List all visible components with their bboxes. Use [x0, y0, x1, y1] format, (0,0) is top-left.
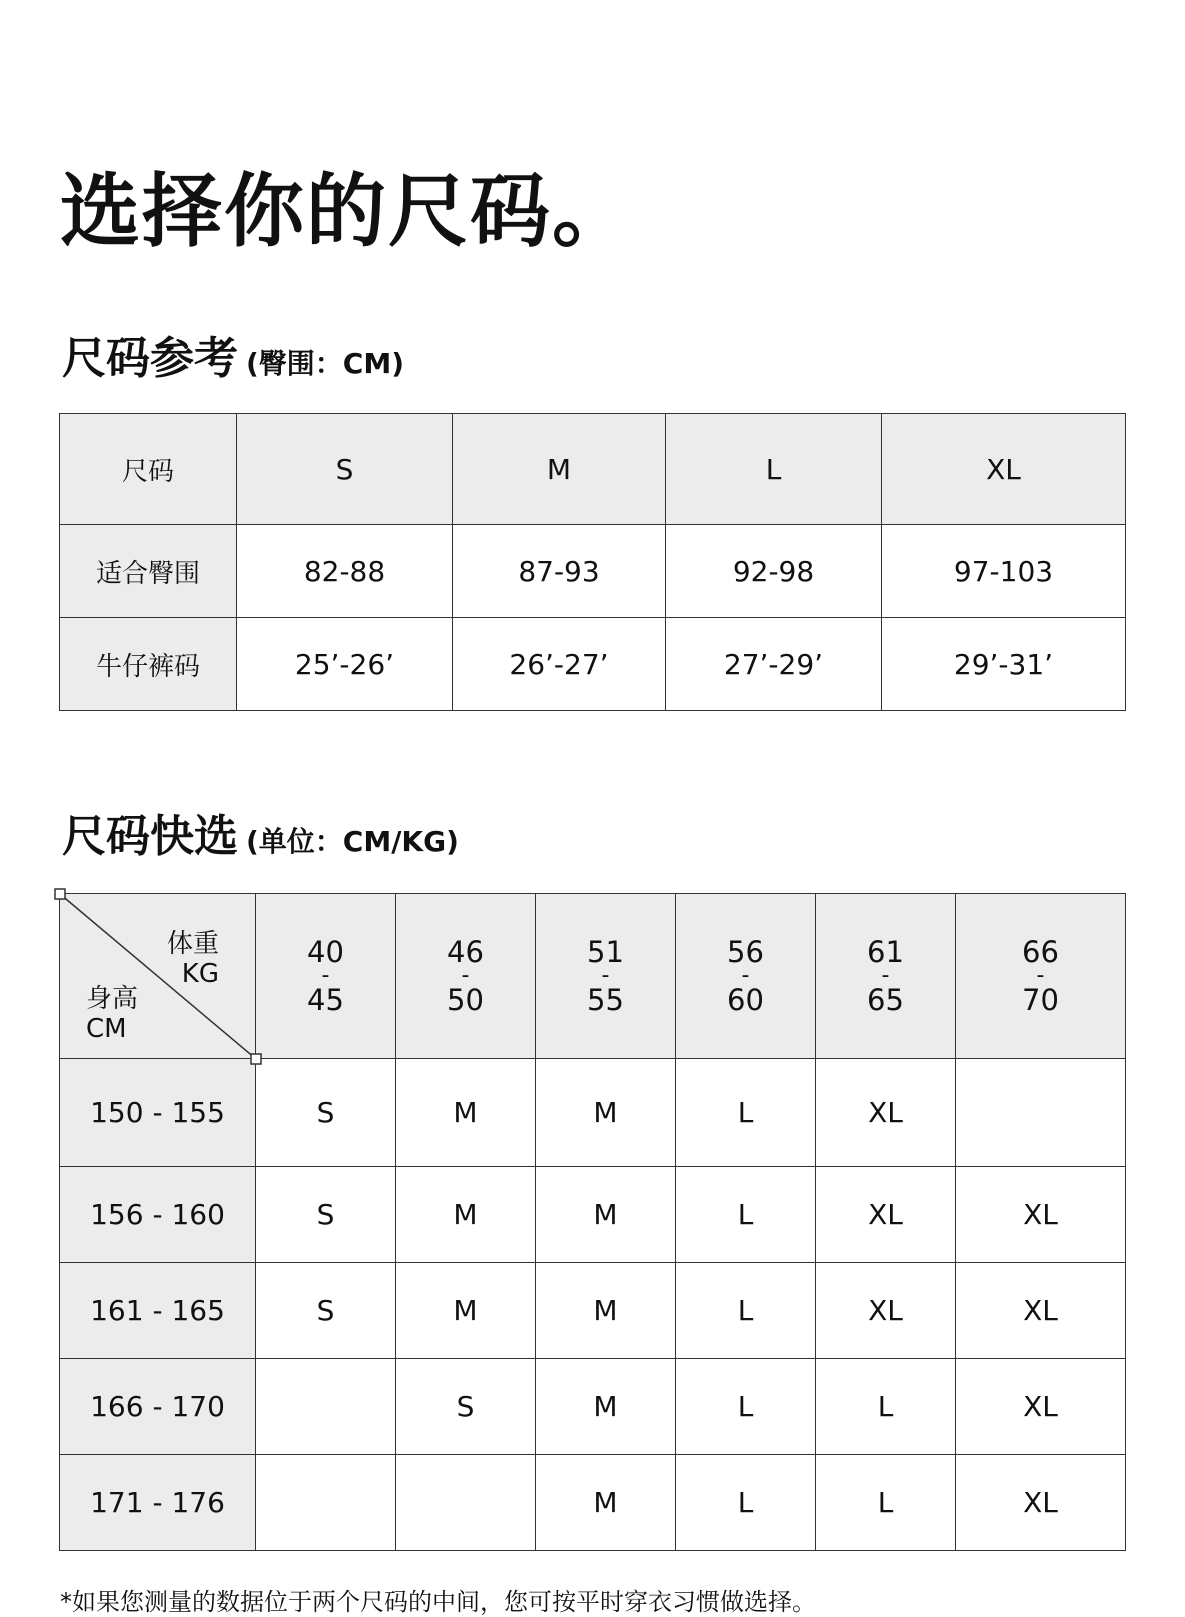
size-cell: L [816, 1455, 956, 1551]
table-header-cell: M [453, 414, 666, 525]
size-reference-title: 尺码参考 [62, 333, 238, 384]
weight-to: 70 [1022, 982, 1059, 1017]
size-cell: L [816, 1359, 956, 1455]
weight-sep: - [881, 963, 890, 989]
resize-handle [251, 1054, 261, 1064]
weight-header-cell [536, 894, 676, 1059]
weight-from: 46 [447, 934, 484, 969]
footnote: *如果您测量的数据位于两个尺码的中间，您可按平时穿衣习惯做选择。 [60, 1588, 816, 1616]
weight-header-cell [396, 894, 536, 1059]
weight-label [167, 930, 219, 990]
size-cell: L [676, 1167, 816, 1263]
size-cell: S [256, 1263, 396, 1359]
size-cell: M [536, 1059, 676, 1167]
table-row [60, 525, 1126, 618]
table-row [60, 618, 1126, 711]
size-cell: S [396, 1359, 536, 1455]
size-reference-unit: (臀围：CM) [246, 347, 405, 380]
table-row [60, 1167, 1126, 1263]
size-cell: M [536, 1455, 676, 1551]
size-cell: M [396, 1263, 536, 1359]
weight-header-row [60, 894, 1126, 1059]
size-cell: S [256, 1167, 396, 1263]
weight-header-cell [956, 894, 1126, 1059]
weight-from: 56 [727, 934, 764, 969]
weight-sep: - [741, 963, 750, 989]
size-cell: XL [816, 1059, 956, 1167]
size-cell: L [676, 1455, 816, 1551]
size-cell [256, 1359, 396, 1455]
quick-select-unit: (单位：CM/KG) [246, 825, 459, 858]
table-cell: 27’-29’ [666, 618, 882, 711]
table-cell: 29’-31’ [882, 618, 1126, 711]
weight-sep: - [601, 963, 610, 989]
table-row [60, 1455, 1126, 1551]
weight-to: 60 [727, 982, 764, 1017]
weight-from: 61 [867, 934, 904, 969]
size-reference-heading [62, 322, 404, 386]
row-label: 适合臀围 [60, 525, 237, 618]
table-header-row [60, 414, 1126, 525]
weight-sep: - [1036, 963, 1045, 989]
weight-header-cell [676, 894, 816, 1059]
size-cell: XL [956, 1167, 1126, 1263]
size-cell: M [536, 1167, 676, 1263]
size-cell: XL [956, 1359, 1126, 1455]
size-cell: XL [956, 1455, 1126, 1551]
size-cell [256, 1455, 396, 1551]
table-cell: 25’-26’ [237, 618, 453, 711]
table-header-cell: S [237, 414, 453, 525]
weight-unit-text: KG [181, 958, 219, 989]
table-cell: 82-88 [237, 525, 453, 618]
height-cell: 150 - 155 [60, 1059, 256, 1167]
weight-sep: - [321, 963, 330, 989]
size-cell: XL [816, 1263, 956, 1359]
height-label [86, 985, 138, 1045]
table-row [60, 1359, 1126, 1455]
weight-from: 40 [307, 934, 344, 969]
size-cell: XL [956, 1263, 1126, 1359]
weight-to: 45 [307, 982, 344, 1017]
size-cell: M [536, 1359, 676, 1455]
table-row [60, 1263, 1126, 1359]
size-cell: XL [816, 1167, 956, 1263]
size-cell: M [396, 1167, 536, 1263]
size-cell: L [676, 1359, 816, 1455]
weight-header-cell [256, 894, 396, 1059]
table-cell: 26’-27’ [453, 618, 666, 711]
table-header-cell: XL [882, 414, 1126, 525]
height-cell: 166 - 170 [60, 1359, 256, 1455]
size-cell: L [676, 1059, 816, 1167]
quick-select-table [59, 893, 1126, 1551]
weight-sep: - [461, 963, 470, 989]
resize-handle [55, 889, 65, 899]
quick-select-title: 尺码快选 [62, 811, 238, 862]
size-cell [956, 1059, 1126, 1167]
height-cell: 161 - 165 [60, 1263, 256, 1359]
height-label-text: 身高 [86, 984, 139, 1014]
weight-from: 66 [1022, 934, 1059, 969]
page-title: 选择你的尺码。 [60, 165, 634, 258]
size-cell [396, 1455, 536, 1551]
table-cell: 92-98 [666, 525, 882, 618]
table-header-cell: 尺码 [60, 414, 237, 525]
size-cell: M [396, 1059, 536, 1167]
corner-cell [60, 894, 256, 1059]
height-cell: 156 - 160 [60, 1167, 256, 1263]
weight-to: 50 [447, 982, 484, 1017]
row-label: 牛仔裤码 [60, 618, 237, 711]
size-cell: L [676, 1263, 816, 1359]
quick-select-heading [62, 800, 459, 864]
weight-header-cell [816, 894, 956, 1059]
size-reference-table [59, 413, 1126, 711]
table-row [60, 1059, 1126, 1167]
size-cell: S [256, 1059, 396, 1167]
table-cell: 87-93 [453, 525, 666, 618]
height-unit-text: CM [86, 1013, 127, 1044]
size-cell: M [536, 1263, 676, 1359]
weight-to: 65 [867, 982, 904, 1017]
table-cell: 97-103 [882, 525, 1126, 618]
weight-to: 55 [587, 982, 624, 1017]
height-cell: 171 - 176 [60, 1455, 256, 1551]
weight-from: 51 [587, 934, 624, 969]
table-header-cell: L [666, 414, 882, 525]
weight-label-text: 体重 [166, 929, 219, 959]
